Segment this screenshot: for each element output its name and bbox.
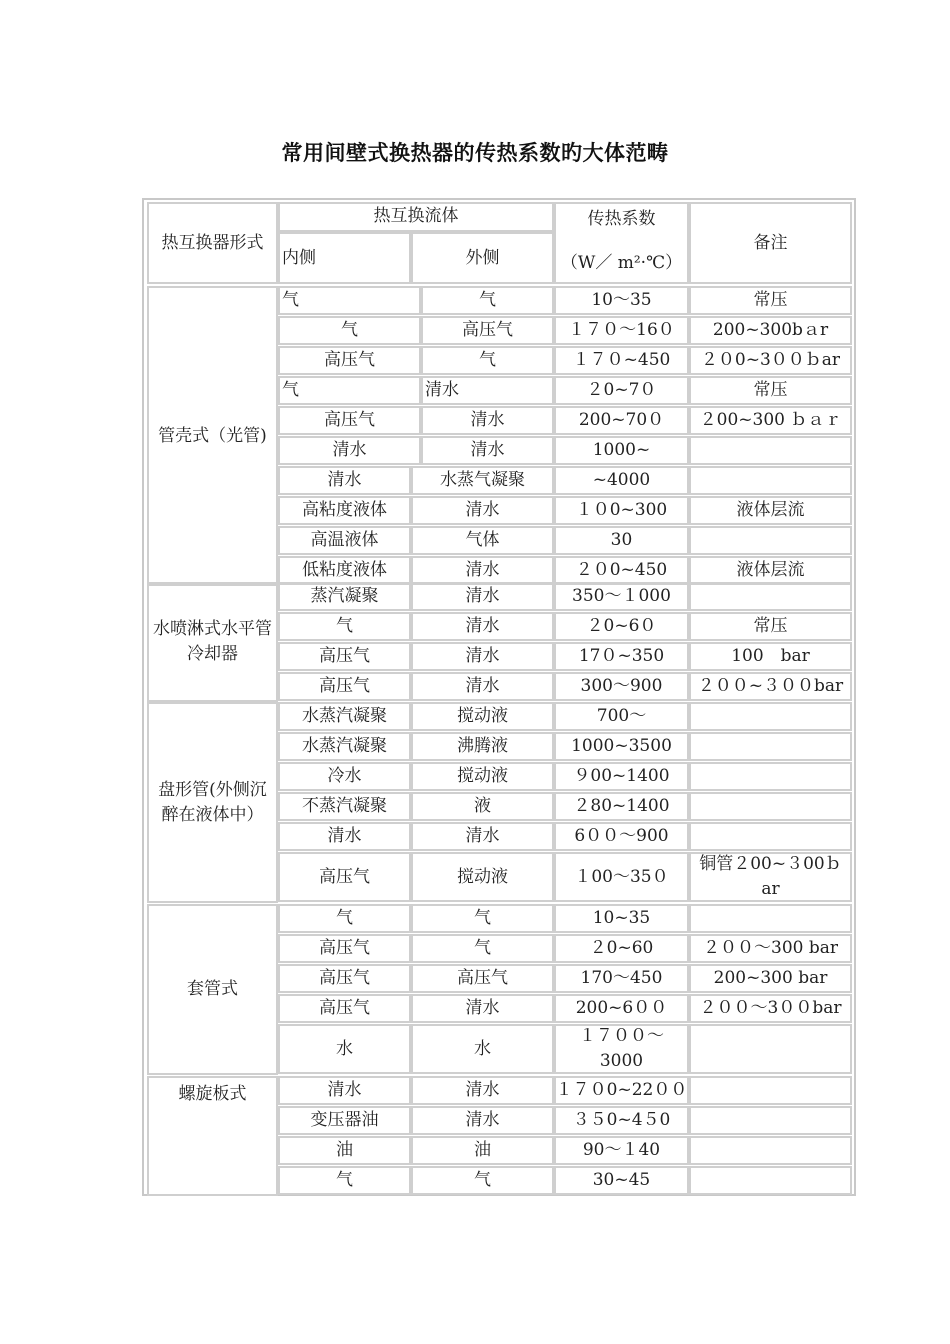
inner-fluid-cell: 水 <box>278 1024 411 1074</box>
exchanger-type-cell: 管壳式（光管) <box>147 286 278 586</box>
outer-fluid-cell: 搅动液 <box>411 852 554 902</box>
inner-fluid-cell: 水蒸汽凝聚 <box>278 702 411 731</box>
remark-cell <box>689 1076 852 1105</box>
remark-cell <box>689 1166 852 1195</box>
coefficient-cell: １７０～16０ <box>554 316 689 345</box>
header-heat-transfer-coefficient <box>554 202 689 284</box>
inner-fluid-cell: 清水 <box>278 1076 411 1105</box>
coefficient-cell: １７００～3000 <box>554 1024 689 1074</box>
remark-cell: ２００～3００bar <box>689 994 852 1023</box>
inner-fluid-cell: 水蒸汽凝聚 <box>278 732 411 761</box>
remark-cell: 200~300bａr <box>689 316 852 345</box>
outer-fluid-cell: 油 <box>411 1136 554 1165</box>
exchanger-type-cell: 盘形管(外侧沉醉在液体中） <box>147 702 278 903</box>
coefficient-cell: 30~45 <box>554 1166 689 1195</box>
coefficient-cell: 90～１40 <box>554 1136 689 1165</box>
inner-fluid-cell: 气 <box>278 904 411 933</box>
header-coefficient-unit: （W／ m²·℃） <box>560 253 683 274</box>
heat-transfer-table <box>142 198 856 1196</box>
header-inner-side: 内侧 <box>278 232 411 284</box>
coefficient-cell: １７０~450 <box>554 346 689 375</box>
coefficient-cell: 350～１000 <box>554 582 689 611</box>
outer-fluid-cell: 气 <box>411 904 554 933</box>
document-title: 常用间壁式换热器的传热系数旳大体范畴 <box>281 141 669 165</box>
inner-fluid-cell: 高压气 <box>278 994 411 1023</box>
outer-fluid-cell: 气 <box>411 1166 554 1195</box>
header-heat-exchange-fluid: 热互换流体 <box>278 202 554 232</box>
coefficient-cell: 30 <box>554 526 689 555</box>
remark-cell: 常压 <box>689 376 852 405</box>
inner-fluid-cell: 油 <box>278 1136 411 1165</box>
inner-fluid-cell: 变压器油 <box>278 1106 411 1135</box>
outer-fluid-cell: 清水 <box>411 582 554 611</box>
inner-fluid-cell: 高粘度液体 <box>278 496 411 525</box>
outer-fluid-cell: 清水 <box>411 612 554 641</box>
coefficient-cell: 200~6００ <box>554 994 689 1023</box>
remark-cell: 液体层流 <box>689 556 852 585</box>
inner-fluid-cell: 气 <box>278 376 421 405</box>
remark-cell: ２００～300 bar <box>689 934 852 963</box>
remark-cell: 常压 <box>689 286 852 315</box>
inner-fluid-cell: 清水 <box>278 436 421 465</box>
coefficient-cell: 1000~ <box>554 436 689 465</box>
outer-fluid-cell: 清水 <box>411 1076 554 1105</box>
remark-cell <box>689 702 852 731</box>
inner-fluid-cell: 蒸汽凝聚 <box>278 582 411 611</box>
coefficient-cell: ２０0~450 <box>554 556 689 585</box>
header-exchanger-type: 热互换器形式 <box>147 202 278 284</box>
coefficient-cell: ２0~6０ <box>554 612 689 641</box>
inner-fluid-cell: 高压气 <box>278 934 411 963</box>
outer-fluid-cell: 清水 <box>421 376 554 405</box>
outer-fluid-cell: 液 <box>411 792 554 821</box>
outer-fluid-cell: 水蒸气凝聚 <box>411 466 554 495</box>
inner-fluid-cell: 高压气 <box>278 642 411 671</box>
outer-fluid-cell: 清水 <box>411 642 554 671</box>
remark-cell: ２00~300 ｂａｒ <box>689 406 852 435</box>
remark-cell: 100 bar <box>689 642 852 671</box>
remark-cell <box>689 792 852 821</box>
outer-fluid-cell: 高压气 <box>421 316 554 345</box>
outer-fluid-cell: 清水 <box>411 822 554 851</box>
coefficient-cell: 170～450 <box>554 964 689 993</box>
outer-fluid-cell: 清水 <box>411 1106 554 1135</box>
inner-fluid-cell: 高压气 <box>278 406 421 435</box>
exchanger-type-cell: 水喷淋式水平管冷却器 <box>147 582 278 702</box>
remark-cell <box>689 1024 852 1074</box>
remark-cell <box>689 436 852 465</box>
inner-fluid-cell: 高压气 <box>278 672 411 701</box>
outer-fluid-cell: 清水 <box>421 436 554 465</box>
remark-cell <box>689 732 852 761</box>
exchanger-type-cell: 螺旋板式 <box>147 1076 278 1196</box>
coefficient-cell: 6００～900 <box>554 822 689 851</box>
remark-cell: ２０0~3００ｂar <box>689 346 852 375</box>
coefficient-cell: 700～ <box>554 702 689 731</box>
outer-fluid-cell: 水 <box>411 1024 554 1074</box>
coefficient-cell: 10~35 <box>554 904 689 933</box>
remark-cell <box>689 904 852 933</box>
exchanger-type-cell: 套管式 <box>147 904 278 1075</box>
outer-fluid-cell: 沸腾液 <box>411 732 554 761</box>
remark-cell <box>689 762 852 791</box>
header-outer-side: 外侧 <box>411 232 554 284</box>
inner-fluid-cell: 气 <box>278 316 421 345</box>
outer-fluid-cell: 气体 <box>411 526 554 555</box>
outer-fluid-cell: 气 <box>421 346 554 375</box>
header-remarks: 备注 <box>689 202 852 284</box>
outer-fluid-cell: 清水 <box>421 406 554 435</box>
coefficient-cell: ２80~1400 <box>554 792 689 821</box>
outer-fluid-cell: 清水 <box>411 496 554 525</box>
inner-fluid-cell: 冷水 <box>278 762 411 791</box>
outer-fluid-cell: 搅动液 <box>411 762 554 791</box>
outer-fluid-cell: 气 <box>411 934 554 963</box>
outer-fluid-cell: 搅动液 <box>411 702 554 731</box>
inner-fluid-cell: 气 <box>278 1166 411 1195</box>
inner-fluid-cell: 不蒸汽凝聚 <box>278 792 411 821</box>
outer-fluid-cell: 气 <box>421 286 554 315</box>
inner-fluid-cell: 高压气 <box>278 852 411 902</box>
coefficient-cell: ９00~1400 <box>554 762 689 791</box>
outer-fluid-cell: 清水 <box>411 994 554 1023</box>
inner-fluid-cell: 高压气 <box>278 964 411 993</box>
inner-fluid-cell: 气 <box>278 612 411 641</box>
remark-cell: 常压 <box>689 612 852 641</box>
coefficient-cell: １00～35０ <box>554 852 689 902</box>
inner-fluid-cell: 高压气 <box>278 346 421 375</box>
inner-fluid-cell: 气 <box>278 286 421 315</box>
remark-cell <box>689 526 852 555</box>
remark-cell <box>689 466 852 495</box>
remark-cell: ２００~３００bar <box>689 672 852 701</box>
remark-cell: 液体层流 <box>689 496 852 525</box>
outer-fluid-cell: 清水 <box>411 672 554 701</box>
inner-fluid-cell: 低粘度液体 <box>278 556 411 585</box>
inner-fluid-cell: 清水 <box>278 822 411 851</box>
coefficient-cell: 300～900 <box>554 672 689 701</box>
remark-cell <box>689 1106 852 1135</box>
header-coefficient-label: 传热系数 <box>587 209 656 229</box>
coefficient-cell: 17０~350 <box>554 642 689 671</box>
remark-cell: 铜管２00~３00ｂar <box>689 852 852 902</box>
remark-cell <box>689 1136 852 1165</box>
remark-cell: 200~300 bar <box>689 964 852 993</box>
coefficient-cell: 200~70０ <box>554 406 689 435</box>
coefficient-cell: ３５0~4５0 <box>554 1106 689 1135</box>
remark-cell <box>689 822 852 851</box>
outer-fluid-cell: 高压气 <box>411 964 554 993</box>
inner-fluid-cell: 高温液体 <box>278 526 411 555</box>
outer-fluid-cell: 清水 <box>411 556 554 585</box>
coefficient-cell: ~4000 <box>554 466 689 495</box>
coefficient-cell: ２0~60 <box>554 934 689 963</box>
coefficient-cell: １７０0~22００ <box>554 1076 689 1105</box>
coefficient-cell: 1000~3500 <box>554 732 689 761</box>
coefficient-cell: 10～35 <box>554 286 689 315</box>
inner-fluid-cell: 清水 <box>278 466 411 495</box>
remark-cell <box>689 582 852 611</box>
coefficient-cell: １０0~300 <box>554 496 689 525</box>
coefficient-cell: ２0~7０ <box>554 376 689 405</box>
